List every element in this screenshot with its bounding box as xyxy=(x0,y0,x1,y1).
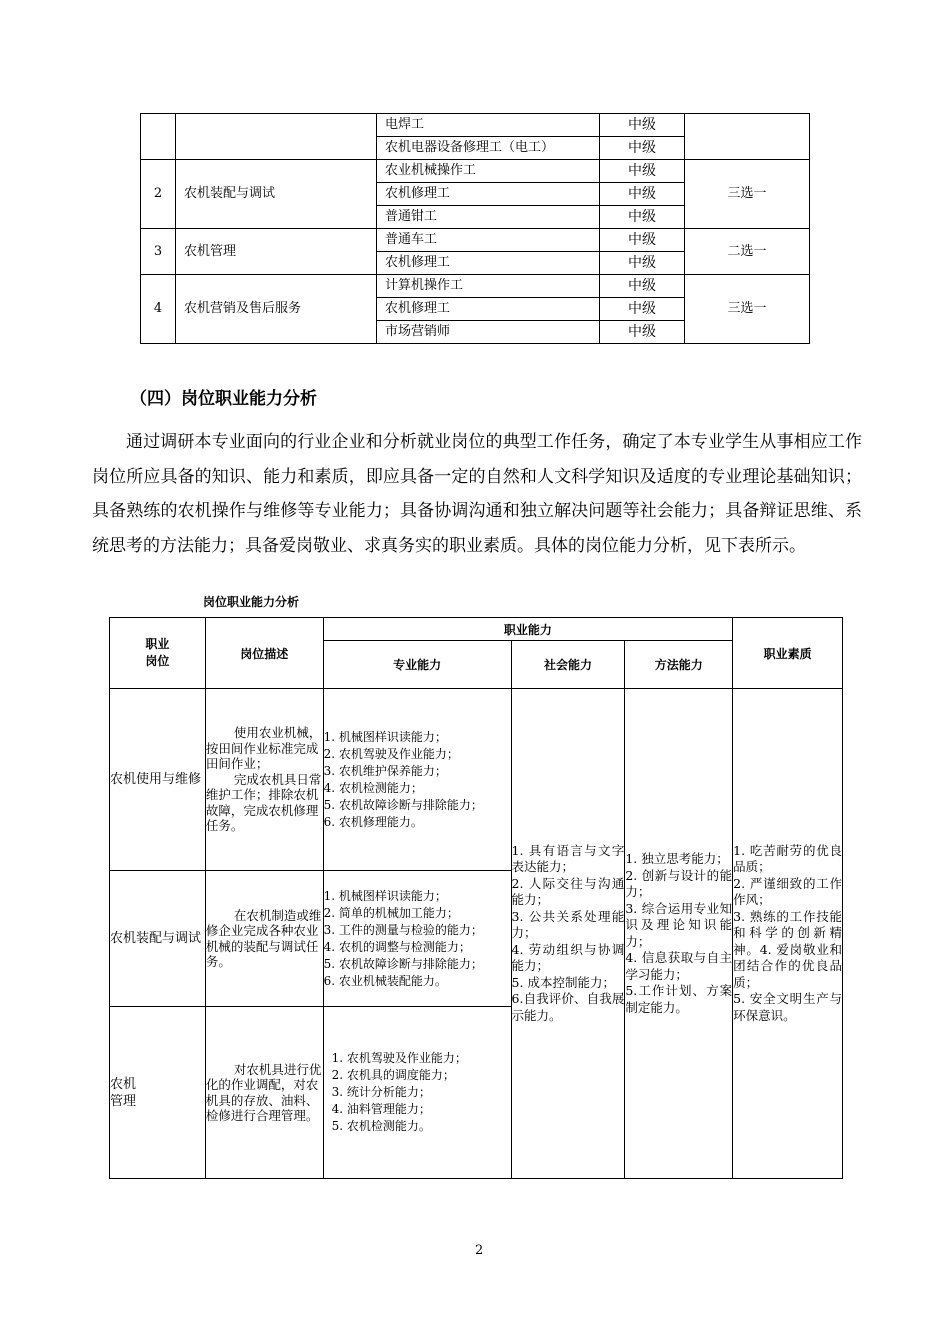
list-item: 3. 统计分析能力； xyxy=(331,1085,431,1099)
rule-cell xyxy=(685,114,810,160)
section-paragraph: 通过调研本专业面向的行业企业和分析就业岗位的典型工作任务，确定了本专业学生从事相应工作岗位所应具备的知识、能力和素质，即应具备一定的自然和人文科学知识及适度的专业理论基础知识；具备熟练的农机操作与维修等专业能力；具备协调沟通和独立解决问题等社会能力；具备辩证思维、系统思考的方法能力；具备爱岗敬业、求真务实的职业素质。具体的岗位能力分析，见下表所示。 xyxy=(92,432,862,556)
job-cell: 农机修理工 xyxy=(377,298,600,321)
row-number: 4 xyxy=(141,275,176,344)
post-cell: 农机使用与维修 xyxy=(110,689,206,871)
social-cell xyxy=(511,689,625,1179)
header-quality: 职业素质 xyxy=(733,618,843,689)
list-item: 4. 农机的调整与检测能力； xyxy=(323,939,471,954)
job-cell: 农业机械操作工 xyxy=(377,160,600,183)
job-cell: 农机电器设备修理工（电工） xyxy=(377,137,600,160)
row-number: 2 xyxy=(141,160,176,229)
desc-line: 使用农业机械，按田间作业标准完成田间作业； xyxy=(205,725,322,772)
list-item: 1. 独立思考能力； xyxy=(625,851,729,866)
list-item: 3. 综合运用专业知识及理论知识能力； xyxy=(625,900,733,949)
job-cell: 市场营销师 xyxy=(377,321,600,344)
direction-cell: 农机管理 xyxy=(176,229,377,275)
header-ability: 职业能力 xyxy=(323,618,733,641)
rule-cell: 三选一 xyxy=(685,160,810,229)
table-row xyxy=(110,689,843,871)
list-item: 6.自我评价、自我展示能力。 xyxy=(511,991,625,1023)
list-item: 2. 简单的机械加工能力； xyxy=(323,905,459,920)
header-post: 职业 岗位 xyxy=(110,618,206,689)
table-row xyxy=(141,275,810,298)
list-item: 3. 农机维护保养能力； xyxy=(323,763,447,778)
header-method: 方法能力 xyxy=(625,641,733,689)
ability-table xyxy=(109,617,843,1179)
professional-cell xyxy=(323,871,511,1007)
level-cell: 中级 xyxy=(600,229,685,252)
job-cell: 农机修理工 xyxy=(377,183,600,206)
table-row xyxy=(141,160,810,183)
level-cell: 中级 xyxy=(600,160,685,183)
table-row xyxy=(141,114,810,137)
header-social: 社会能力 xyxy=(511,641,625,689)
direction-cell: 农机营销及售后服务 xyxy=(176,275,377,344)
list-item: 3. 熟练的工作技能和科学的创新精神。4. 爱岗敬业和团结合作的优良品质； xyxy=(733,908,842,990)
list-item: 4. 农机检测能力； xyxy=(323,780,423,795)
job-cell: 电焊工 xyxy=(377,114,600,137)
list-item: 2. 人际交往与沟通能力； xyxy=(511,875,625,908)
level-cell: 中级 xyxy=(600,114,685,137)
list-item: 2. 农机具的调度能力； xyxy=(331,1068,455,1082)
row-number: 3 xyxy=(141,229,176,275)
professional-cell xyxy=(323,1007,511,1179)
list-item: 1. 吃苦耐劳的优良品质； xyxy=(733,842,842,875)
level-cell: 中级 xyxy=(600,298,685,321)
list-item: 2. 严谨细致的工作作风； xyxy=(733,875,842,908)
level-cell: 中级 xyxy=(600,252,685,275)
list-item: 2. 农机驾驶及作业能力； xyxy=(323,746,459,761)
list-item: 5. 农机检测能力。 xyxy=(331,1119,431,1133)
list-item: 6. 农业机械装配能力。 xyxy=(323,973,447,988)
list-item: 5. 农机故障诊断与排除能力； xyxy=(323,797,483,812)
level-cell: 中级 xyxy=(600,183,685,206)
job-cell: 普通车工 xyxy=(377,229,600,252)
list-item: 1. 机械图样识读能力； xyxy=(323,729,447,744)
level-cell: 中级 xyxy=(600,137,685,160)
direction-cell xyxy=(176,114,377,160)
desc-line: 在农机制造或维修企业完成各种农业机械的装配与调试任务。 xyxy=(205,907,322,969)
header-row xyxy=(110,618,843,641)
list-item: 4. 劳动组织与协调能力； xyxy=(511,941,625,974)
level-cell: 中级 xyxy=(600,321,685,344)
list-item: 5. 农机故障诊断与排除能力； xyxy=(323,956,483,971)
desc-line: 完成农机具日常维护工作；排除农机故障，完成农机修理任务。 xyxy=(205,771,322,834)
method-cell xyxy=(625,689,733,1179)
header-professional: 专业能力 xyxy=(323,641,511,689)
list-item: 4. 油料管理能力； xyxy=(331,1102,431,1116)
list-item: 5. 安全文明生产与环保意识。 xyxy=(733,991,842,1023)
desc-cell xyxy=(205,871,323,1007)
job-cell: 计算机操作工 xyxy=(377,275,600,298)
list-item: 3. 公共关系处理能力； xyxy=(511,908,625,941)
section-heading: （四）岗位职业能力分析 xyxy=(130,389,317,409)
header-desc: 岗位描述 xyxy=(205,618,323,689)
rule-cell: 二选一 xyxy=(685,229,810,275)
list-item: 1. 农机驾驶及作业能力； xyxy=(331,1051,467,1065)
job-cell: 普通钳工 xyxy=(377,206,600,229)
post-cell: 农机 管理 xyxy=(110,1007,206,1179)
level-cell: 中级 xyxy=(600,206,685,229)
post-cell: 农机装配与调试 xyxy=(110,871,206,1007)
list-item: 4. 信息获取与自主学习能力； xyxy=(625,950,733,982)
job-cell: 农机修理工 xyxy=(377,252,600,275)
list-item: 6. 农机修理能力。 xyxy=(323,814,423,829)
list-item: 5.工作计划、方案制定能力。 xyxy=(625,983,733,1015)
list-item: 2. 创新与设计的能力； xyxy=(625,867,733,899)
desc-cell xyxy=(205,1007,323,1179)
table-caption: 岗位职业能力分析 xyxy=(203,595,300,609)
rule-cell: 三选一 xyxy=(685,275,810,344)
quality-cell xyxy=(733,689,843,1179)
level-cell: 中级 xyxy=(600,275,685,298)
row-number xyxy=(141,114,176,160)
page-number: 2 xyxy=(475,1243,484,1258)
professional-cell xyxy=(323,689,511,871)
certificate-table xyxy=(140,113,810,344)
list-item: 1. 具有语言与文字表达能力； xyxy=(511,842,625,875)
list-item: 1. 机械图样识读能力； xyxy=(323,888,447,903)
desc-cell xyxy=(205,689,323,871)
table-row xyxy=(141,229,810,252)
list-item: 3. 工件的测量与检验的能力； xyxy=(323,922,483,937)
desc-line: 对农机具进行优化的作业调配，对农机具的存放、油料、检修进行合理管理。 xyxy=(205,1061,322,1123)
list-item: 5. 成本控制能力； xyxy=(511,974,615,990)
direction-cell: 农机装配与调试 xyxy=(176,160,377,229)
